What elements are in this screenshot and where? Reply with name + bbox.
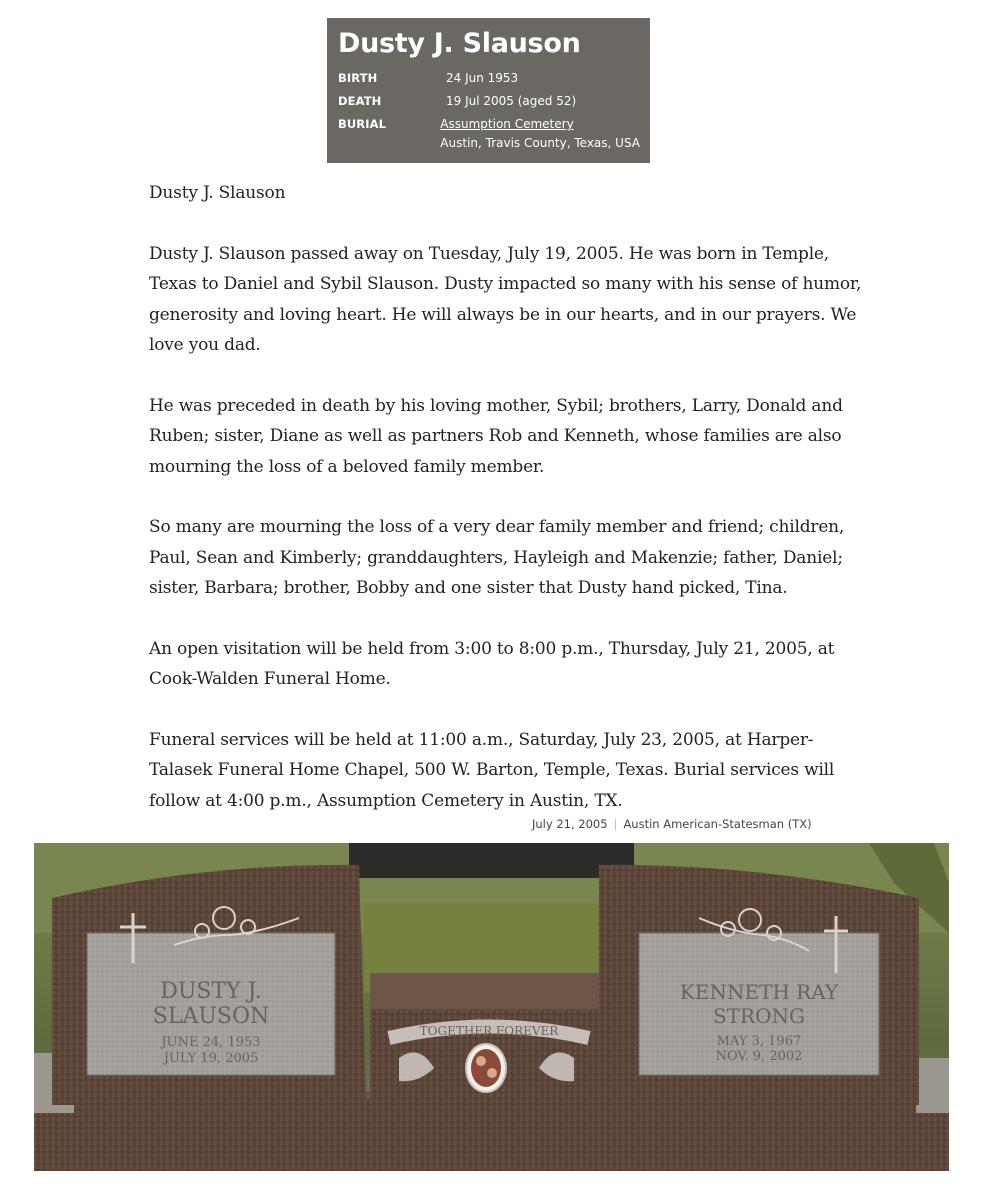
burial-location: Austin, Travis County, Texas, USA (440, 136, 640, 150)
obituary-source (532, 817, 832, 831)
obituary-text (149, 178, 869, 846)
burial-label: BURIAL (338, 117, 387, 131)
burial-value (440, 116, 640, 152)
death-value: 19 Jul 2005 (aged 52) (446, 94, 577, 108)
death-label: DEATH (338, 94, 382, 108)
obituary-paragraph: He was preceded in death by his loving mother, Sybil; brothers, Larry, Donald and Ruben; sister, Diane as well as partners Rob and Kenneth, whose families are also mourning the loss of a beloved family member. (149, 395, 843, 477)
obituary-title: Dusty J. Slauson (149, 183, 286, 203)
obituary-paragraph: Funeral services will be held at 11:00 a.m., Saturday, July 23, 2005, at Harper-Talasek Funeral Home Chapel, 500 W. Barton, Temple, Texas. Burial services will follow at 4:00 p.m., Assumption Cemetery in Austin, TX. (149, 729, 835, 811)
birth-label: BIRTH (338, 71, 378, 85)
birth-row (338, 70, 640, 87)
right-name-line1: KENNETH RAY (679, 980, 839, 1004)
burial-cemetery-link[interactable]: Assumption Cemetery (440, 117, 574, 131)
right-concrete (916, 1058, 949, 1113)
left-name-line1: DUSTY J. (160, 979, 262, 1004)
left-birth-date: JUNE 24, 1953 (161, 1035, 261, 1050)
banner-text: TOGETHER FOREVER (419, 1024, 559, 1038)
headstone-illustration (34, 843, 949, 1171)
headstone-photo (34, 843, 949, 1171)
right-birth-date: MAY 3, 1967 (716, 1034, 802, 1049)
source-separator: | (613, 817, 618, 831)
left-death-date: JULY 19, 2005 (163, 1051, 259, 1066)
obituary-paragraph: So many are mourning the loss of a very dear family member and friend; children, Paul, Sean and Kimberly; granddaughters, Hayleigh and Makenzie; father, Daniel; sister, Barbara; brother, Bobby and one sister that Dusty hand picked, Tina. (149, 517, 845, 598)
right-name-line2: STRONG (713, 1004, 805, 1028)
obituary-paragraph: Dusty J. Slauson passed away on Tuesday, July 19, 2005. He was born in Temple, Texas to Daniel and Sybil Slauson. Dusty impacted so many with his sense of humor, generosity and loving heart. He will always be in our hearts, and in our prayers. We love you dad. (149, 243, 862, 355)
left-name-line2: SLAUSON (152, 1004, 270, 1029)
birth-value: 24 Jun 1953 (446, 71, 519, 85)
obituary-date: July 21, 2005 (532, 817, 608, 831)
death-row (338, 93, 640, 110)
right-death-date: NOV. 9, 2002 (715, 1049, 803, 1064)
memorial-name: Dusty J. Slauson (338, 28, 581, 59)
rear-stone (349, 843, 634, 878)
burial-row (338, 116, 640, 152)
obituary-publication: Austin American-Statesman (TX) (623, 817, 812, 831)
memorial-info-card (327, 18, 650, 163)
obituary-paragraph: An open visitation will be held from 3:00 to 8:00 p.m., Thursday, July 21, 2005, at Cook-Walden Funeral Home. (149, 638, 835, 689)
